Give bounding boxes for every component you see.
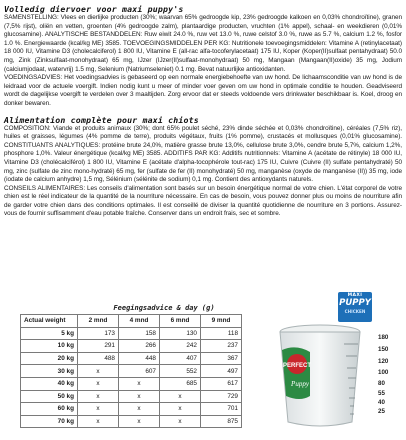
value-cell: 407 xyxy=(160,352,201,365)
scale-tick: 180 xyxy=(378,334,389,341)
value-cell: x xyxy=(78,415,119,428)
scale-tick: 25 xyxy=(378,408,385,415)
value-cell: 118 xyxy=(201,327,242,340)
fr-instructions: CONSEILS ALIMENTAIRES: Les conseils d'alimentation sont basés sur un besoin énergétique normal de votre chien. L'état corporel de votre chien est le réel indicateur de la quantité de la nourriture nécessaire. En cas de besoin, vous pouvez donner plus ou moins de nourriture afin de garder votre chien dans des conditions optimales. Il est conseillé de diviser la quantité quotidienne de nourriture en 3 portions. Assurez-vous de fournir suffisamment d'eau potable fraîche. Conserver dans un endroit frais, sec et sombre. xyxy=(4,184,402,218)
table-row xyxy=(21,403,242,416)
scale-tick: 55 xyxy=(378,390,385,397)
value-cell: 701 xyxy=(201,403,242,416)
weight-cell: 30 kg xyxy=(21,365,78,378)
value-cell: x xyxy=(119,415,160,428)
weight-cell: 20 kg xyxy=(21,352,78,365)
nl-composition: SAMENSTELLING: Vlees en dierlijke producten (30%; waarvan 65% gedroogde kip, 23% gedroogde kalkoen en 0,03% chondroïtine), granen (7,5% rijst), oliën en vetten, groenten (4% gedroogde zalm), plantaardige producten, vruchten (1% appel), schaal- en weekdieren (0,01% glucosamine). ANALYTISCHE BESTANDDELEN: Ruw eiwit 24.0 %, ruw vet 13.0 %, ruwe celstof 3.0 %, ruwe as 5.7 %, calcium 1.2 %, fosfor 1.0 %. Energiewaarde (kcal/kg ME) 3585. TOEVOEGINGSMIDDELEN PER KG: Nutritionele toevoegingsmiddelen: Vitamine A (retinylacetaat) 18 000 IU, Vitamine D3 (cholecalciferol) 1 800 IU, Vitamine E (all-rac alfa-tocoferylacetaat) 175 IU, Koper (Koper(II)sulfaat pentahydraat) 50.0 mg, Zink (Zinksulfaat-monohydraat) 65 mg, IJzer (IJzer(II)sulfaat-monohydraat) 50 mg, Mangaan (Mangaan(II)oxide) 35 mg, Jodium (calciumjodaat, watervrij) 1.5 mg, Selenium (Natriumseleniet) 0.1 mg. Bevat natuurlijke antioxidanten. xyxy=(4,14,402,73)
value-cell: 497 xyxy=(201,365,242,378)
weight-cell: 70 kg xyxy=(21,415,78,428)
value-cell: 130 xyxy=(160,327,201,340)
table-row xyxy=(21,415,242,428)
weight-cell: 5 kg xyxy=(21,327,78,340)
value-cell: x xyxy=(160,390,201,403)
table-header-row xyxy=(21,315,242,328)
header-cell: 4 mnd xyxy=(119,315,160,328)
header-cell: 2 mnd xyxy=(78,315,119,328)
value-cell: x xyxy=(78,365,119,378)
value-cell: 158 xyxy=(119,327,160,340)
value-cell: x xyxy=(160,415,201,428)
measuring-cup-illustration xyxy=(270,292,400,432)
value-cell: 237 xyxy=(201,340,242,353)
feeding-table xyxy=(20,314,242,428)
scale-tick: 120 xyxy=(378,358,389,365)
value-cell: 875 xyxy=(201,415,242,428)
table-row xyxy=(21,365,242,378)
value-cell: x xyxy=(78,390,119,403)
badge-sub-text: CHICKEN xyxy=(344,309,366,314)
nl-title: Volledig diervoer voor maxi puppy's xyxy=(4,4,184,14)
value-cell: x xyxy=(78,403,119,416)
nl-instructions: VOEDINGSADVIES: Het voedingsadvies is gebaseerd op een normale energiebehoefte van uw hond. De lichaamsconditie van uw hond is de leidraad voor de actuele voergift. Indien nodig kunt u meer of minder voer geven om uw hond in optimale conditie te houden. Geadviseerd wordt de dagelijkse voergift te verdelen over 3 maaltijden. Zorg ervoor dat er steeds voldoende vers drinkwater beschikbaar is. Koel, droog en donker bewaren. xyxy=(4,74,402,107)
table-row xyxy=(21,352,242,365)
value-cell: 291 xyxy=(78,340,119,353)
value-cell: 552 xyxy=(160,365,201,378)
table-row xyxy=(21,377,242,390)
value-cell: x xyxy=(119,403,160,416)
value-cell: 685 xyxy=(160,377,201,390)
svg-text:PERFECT: PERFECT xyxy=(282,363,312,369)
value-cell: 488 xyxy=(78,352,119,365)
table-row xyxy=(21,390,242,403)
value-cell: 607 xyxy=(119,365,160,378)
table-row xyxy=(21,327,242,340)
weight-cell: 50 kg xyxy=(21,390,78,403)
label-document xyxy=(4,4,402,219)
value-cell: x xyxy=(119,390,160,403)
header-cell: Actual weight xyxy=(21,315,78,328)
scale-tick: 100 xyxy=(378,369,389,376)
header-cell: 9 mnd xyxy=(201,315,242,328)
value-cell: x xyxy=(119,377,160,390)
value-cell: x xyxy=(160,403,201,416)
value-cell: 448 xyxy=(119,352,160,365)
badge-top-text: MAXI xyxy=(347,293,363,298)
value-cell: 617 xyxy=(201,377,242,390)
scale-tick: 80 xyxy=(378,380,385,387)
fr-title: Alimentation complète pour maxi chiots xyxy=(4,114,199,125)
svg-text:Puppy: Puppy xyxy=(291,380,309,388)
scale-tick: 40 xyxy=(378,399,385,406)
weight-cell: 10 kg xyxy=(21,340,78,353)
header-cell: 6 mnd xyxy=(160,315,201,328)
badge-main-text: PUPPY xyxy=(339,298,371,308)
fr-composition: COMPOSITION: Viande et produits animaux (30%; dont 65% poulet séché, 23% dinde séchée et 0,03% chondroïtine), céréales (7,5% riz), huiles et graisses, légumes (4% pomme de terre), produits végétaux, fruits (1% pomme), crustacés et mollusques (0,01% glucosamine). CONSTITUANTS ANALYTIQUES: protéine brute 24,0%, matière grasse brute 13,0%, cellulose brute 3,0%, cendre brute 5,7%, calcium 1,2%, phosphore 1,0%. Valeur énergétique (kcal/kg ME) 3585. ADDITIFS PAR KG: Additifs nutritionnels: Vitamine A (acétate de rétinyle) 18 000 IU, Vitamine D3 (cholécalciférol) 1 800 IU, Vitamine E (acétate d'alpha-tocophérole tout-rac) 175 IU, Cuivre (Cuivre (II) sulfate pentahydraté) 50 mg, zinc (sulfate de zinc mono-hydraté) 65 mg, fer (sulfate de fer (II) monohydraté) 50 mg, manganèse (oxyde de manganèse (II)) 35 mg, iode (iodate de calcium anhydre) 1,5 mg, Sélénium (sélénite de sodium) 0,1 mg. Contient des antioxydants naturels. xyxy=(4,124,402,184)
value-cell: 173 xyxy=(78,327,119,340)
value-cell: x xyxy=(78,377,119,390)
feeding-table-title: Feegingsadvice & day (g) xyxy=(113,304,215,312)
value-cell: 266 xyxy=(119,340,160,353)
weight-cell: 40 kg xyxy=(21,377,78,390)
measuring-cup-icon xyxy=(270,292,382,432)
value-cell: 367 xyxy=(201,352,242,365)
weight-cell: 60 kg xyxy=(21,403,78,416)
value-cell: 729 xyxy=(201,390,242,403)
scale-tick: 150 xyxy=(378,346,389,353)
value-cell: 242 xyxy=(160,340,201,353)
table-row xyxy=(21,340,242,353)
